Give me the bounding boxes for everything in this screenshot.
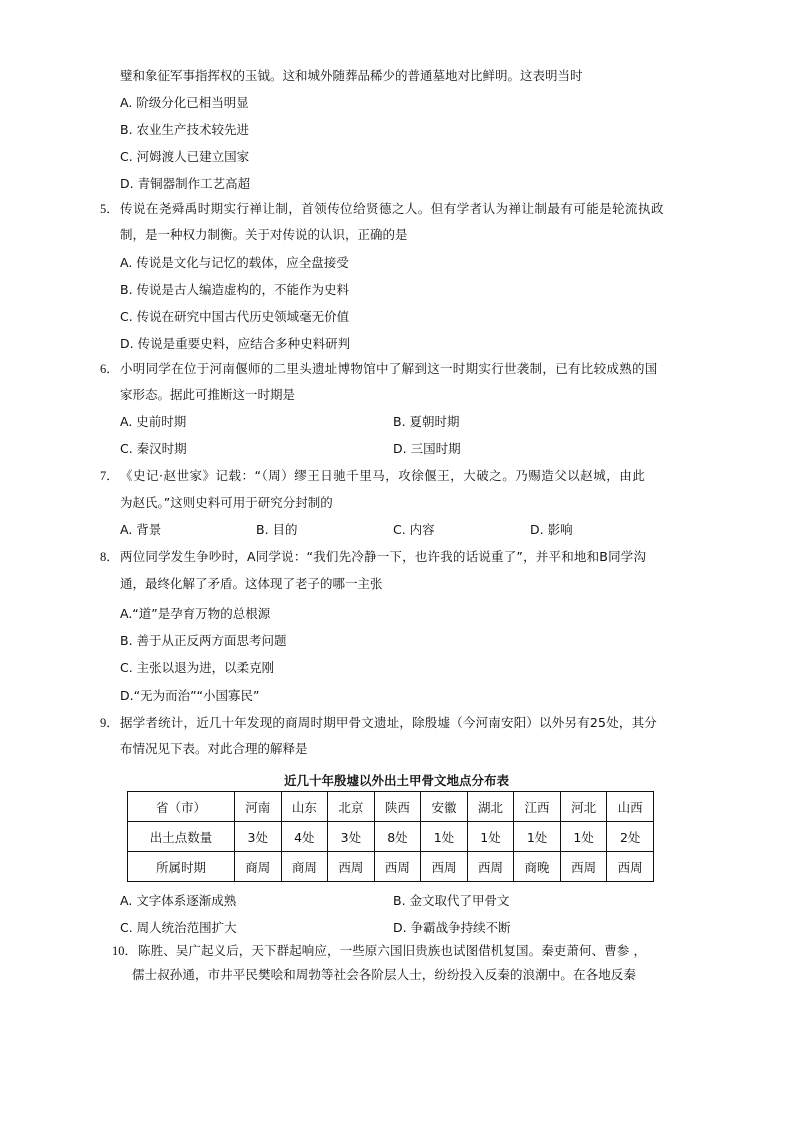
q8-option-a: A.“道”是孕育万物的总根源: [120, 606, 271, 621]
table-cell: 北京: [328, 792, 375, 822]
q10-number: 10．: [112, 944, 138, 958]
q5-option-d: D. 传说是重要史料，应结合多种史料研判: [120, 336, 351, 351]
q5-number: 5．: [100, 202, 119, 216]
table-cell: 河北: [560, 792, 607, 822]
q5-stem-line2: 制，是一种权力制衡。关于对传说的认识，正确的是: [120, 227, 408, 242]
q4-option-d: D. 青铜器制作工艺高超: [120, 176, 251, 191]
q10-stem-line1: 陈胜、吴广起义后，天下群起响应，一些原六国旧贵族也试图借机复国。秦吏萧何、曹参 ，: [138, 943, 647, 958]
q7-number: 7．: [100, 469, 119, 483]
q4-option-a: A. 阶级分化已相当明显: [120, 95, 249, 110]
q9-option-c: C. 周人统治范围扩大: [120, 920, 237, 935]
table-cell: 1处: [560, 822, 607, 852]
q8-stem-line1: 两位同学发生争吵时，A同学说：“我们先冷静一下，也许我的话说重了”，并平和地和B同学沟: [120, 549, 647, 564]
q7-stem-line2: 为赵氏。”这则史料可用于研究分封制的: [120, 495, 333, 510]
q8-stem-line2: 通，最终化解了矛盾。这体现了老子的哪一主张: [120, 576, 383, 591]
q9-option-a: A. 文字体系逐渐成熟: [120, 893, 237, 908]
table-cell: 湖北: [467, 792, 514, 822]
q7-option-a: A. 背景: [120, 522, 162, 537]
table-cell: 西周: [328, 852, 375, 882]
q5-option-c: C. 传说在研究中国古代历史领域毫无价值: [120, 309, 350, 324]
q9-option-b: B. 金文取代了甲骨文: [393, 893, 510, 908]
q5-stem-line1: 传说在尧舜禹时期实行禅让制，首领传位给贤德之人。但有学者认为禅让制最有可能是轮流执政: [120, 201, 664, 216]
table-row-count: [128, 822, 654, 852]
table-cell: 商周: [235, 852, 282, 882]
q6-stem-line2: 家形态。据此可推断这一时期是: [120, 387, 296, 402]
q9-number: 9．: [100, 716, 119, 730]
table-cell: 西周: [607, 852, 654, 882]
table-cell: 山东: [281, 792, 328, 822]
q7-option-d: D. 影响: [530, 522, 573, 537]
table-cell: 2处: [607, 822, 654, 852]
table-cell: 安徽: [421, 792, 468, 822]
table-row-header: 出土点数量: [128, 822, 235, 852]
q6-option-c: C. 秦汉时期: [120, 441, 187, 456]
q4-option-b: B. 农业生产技术较先进: [120, 122, 250, 137]
q4-option-c: C. 河姆渡人已建立国家: [120, 149, 250, 164]
table-cell: 西周: [560, 852, 607, 882]
q8-option-b: B. 善于从正反两方面思考问题: [120, 633, 287, 648]
table-cell: 西周: [467, 852, 514, 882]
table-cell: 河南: [235, 792, 282, 822]
q8-option-d: D.“无为而治”“小国寡民”: [120, 688, 260, 703]
q7-option-b: B. 目的: [256, 522, 298, 537]
table-cell: 1处: [421, 822, 468, 852]
table-cell: 西周: [374, 852, 421, 882]
q6-option-b: B. 夏朝时期: [393, 414, 460, 429]
table-cell: 商晚: [514, 852, 561, 882]
q9-stem-line1: 据学者统计，近几十年发现的商周时期甲骨文遗址，除殷墟（今河南安阳）以外另有25处，其分: [120, 715, 658, 730]
table-cell: 8处: [374, 822, 421, 852]
distribution-table-title: 近几十年殷墟以外出土甲骨文地点分布表: [283, 773, 509, 788]
table-cell: 商周: [281, 852, 328, 882]
table-row-header: 所属时期: [128, 852, 235, 882]
table-cell: 1处: [467, 822, 514, 852]
q5-option-b: B. 传说是古人编造虚构的，不能作为史料: [120, 282, 350, 297]
q8-option-c: C. 主张以退为进，以柔克刚: [120, 660, 275, 675]
table-cell: 1处: [514, 822, 561, 852]
q5-option-a: A. 传说是文化与记忆的载体，应全盘接受: [120, 255, 349, 270]
q6-option-d: D. 三国时期: [393, 441, 461, 456]
q6-number: 6．: [100, 362, 119, 376]
q9-stem-line2: 布情况见下表。对此合理的解释是: [120, 741, 308, 756]
distribution-table: [127, 791, 654, 882]
table-cell: 山西: [607, 792, 654, 822]
q10-stem-line2: 儒士叔孙通，市井平民樊哙和周勃等社会各阶层人士，纷纷投入反秦的浪潮中。在各地反秦: [132, 967, 637, 982]
q4-stem-tail: 璧和象征军事指挥权的玉钺。这和城外随葬品稀少的普通墓地对比鲜明。这表明当时: [120, 68, 583, 83]
table-cell: 陕西: [374, 792, 421, 822]
q6-stem-line1: 小明同学在位于河南偃师的二里头遗址博物馆中了解到这一时期实行世袭制，已有比较成熟的国: [120, 361, 658, 376]
q8-number: 8．: [100, 550, 119, 564]
q7-stem-line1: 《史记·赵世家》记载：“（周）缪王日驰千里马，攻徐偃王，大破之。乃赐造父以赵城，由此: [120, 468, 646, 483]
table-cell: 西周: [421, 852, 468, 882]
table-cell: 3处: [328, 822, 375, 852]
table-cell: 江西: [514, 792, 561, 822]
table-row-province: [128, 792, 654, 822]
q6-option-a: A. 史前时期: [120, 414, 187, 429]
q7-option-c: C. 内容: [393, 522, 435, 537]
q9-option-d: D. 争霸战争持续不断: [393, 920, 511, 935]
table-cell: 3处: [235, 822, 282, 852]
table-row-header: 省（市）: [128, 792, 235, 822]
table-row-period: [128, 852, 654, 882]
table-cell: 4处: [281, 822, 328, 852]
